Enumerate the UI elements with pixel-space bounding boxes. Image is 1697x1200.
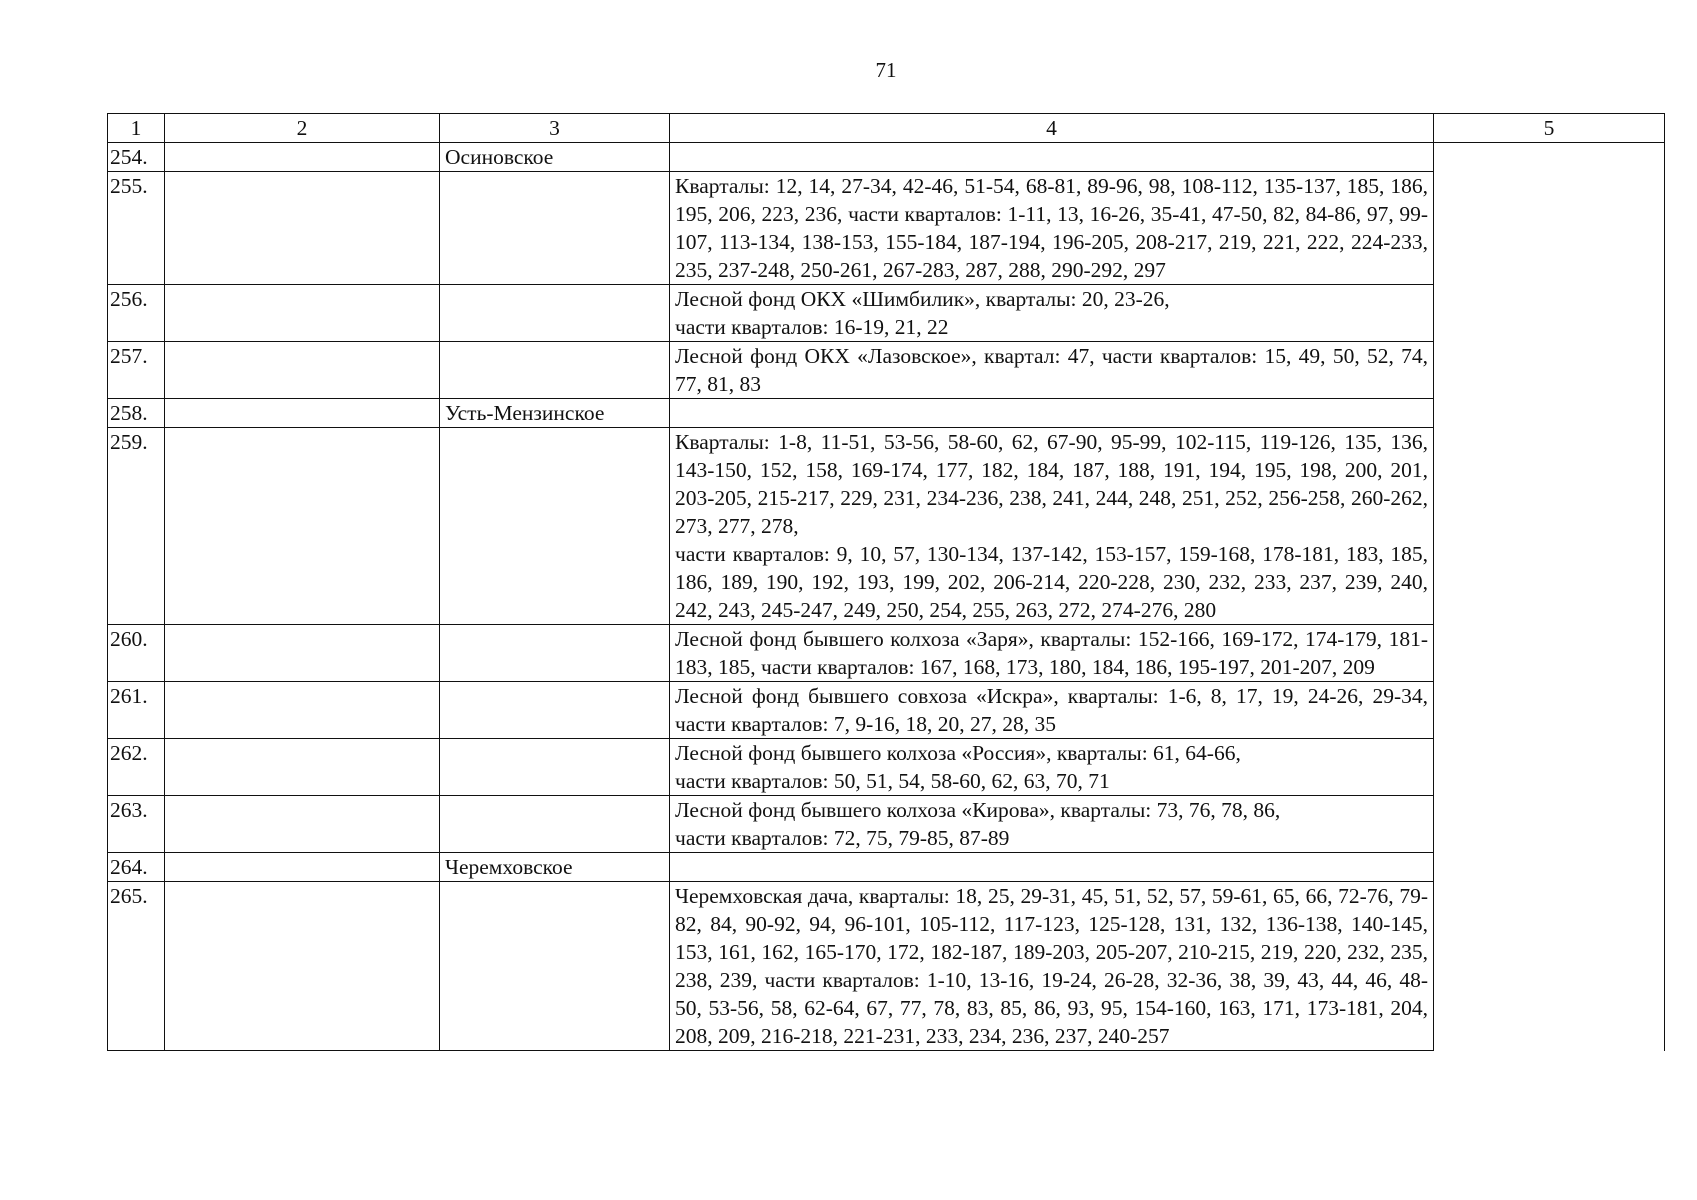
col2-cell: [165, 853, 440, 882]
forest-blocks-text: части кварталов: 16-19, 21, 22: [675, 315, 949, 339]
row-number: 255.: [108, 172, 165, 285]
header-cell-1: 1: [108, 114, 165, 143]
forest-blocks-cell: [670, 143, 1434, 172]
settlement-name: Осиновское: [440, 143, 670, 172]
col2-cell: [165, 428, 440, 625]
col5-cell: [1434, 143, 1665, 1051]
forest-blocks-text: Кварталы: 1-8, 11-51, 53-56, 58-60, 62, 67-90, 95-99, 102-115, 119-126, 135, 136, 143-150, 152, 158, 169-174, 177, 182, 184, 187, 188, 191, 194, 195, 198, 200, 201, 203-205, 215-217, 229, 231, 234-236, 238, 241, 244, 248, 251, 252, 256-258, 260-262, 273, 277, 278,: [675, 430, 1428, 538]
settlement-name: [440, 625, 670, 682]
col2-cell: [165, 882, 440, 1051]
forest-blocks-text: Лесной фонд бывшего колхоза «Россия», кварталы: 61, 64-66,: [675, 741, 1241, 765]
header-cell-3: 3: [440, 114, 670, 143]
header-cell-5: 5: [1434, 114, 1665, 143]
table-row: [108, 399, 1665, 428]
forest-blocks-text: Лесной фонд ОКХ «Шимбилик», кварталы: 20, 23-26,: [675, 287, 1170, 311]
forest-blocks-cell: [670, 285, 1434, 342]
settlement-name: [440, 172, 670, 285]
settlement-name: Черемховское: [440, 853, 670, 882]
table-row: [108, 796, 1665, 853]
table-row: [108, 739, 1665, 796]
table-row: [108, 285, 1665, 342]
settlement-name: [440, 796, 670, 853]
row-number: 257.: [108, 342, 165, 399]
page-number: 71: [875, 58, 897, 82]
header-cell-2: 2: [165, 114, 440, 143]
col2-cell: [165, 172, 440, 285]
settlement-name: [440, 882, 670, 1051]
row-number: 259.: [108, 428, 165, 625]
forest-blocks-text: части кварталов: 72, 75, 79-85, 87-89: [675, 826, 1010, 850]
row-number: 263.: [108, 796, 165, 853]
forest-blocks-cell: [670, 428, 1434, 625]
row-number: 265.: [108, 882, 165, 1051]
forest-blocks-cell: [670, 172, 1434, 285]
table-row: [108, 625, 1665, 682]
table-row: [108, 682, 1665, 739]
forest-blocks-text: Лесной фонд бывшего колхоза «Кирова», кварталы: 73, 76, 78, 86,: [675, 798, 1281, 822]
row-number: 256.: [108, 285, 165, 342]
row-number: 262.: [108, 739, 165, 796]
forest-blocks-text: Лесной фонд бывшего колхоза «Заря», кварталы: 152-166, 169-172, 174-179, 181-183, 185, части кварталов: 167, 168, 173, 180, 184, 186, 195-197, 201-207, 209: [675, 627, 1428, 679]
settlement-name: [440, 428, 670, 625]
forest-blocks-text: Кварталы: 12, 14, 27-34, 42-46, 51-54, 68-81, 89-96, 98, 108-112, 135-137, 185, 186, 195, 206, 223, 236, части кварталов: 1-11, 13, 16-26, 35-41, 47-50, 82, 84-86, 97, 99-107, 113-134, 138-153, 155-184, 187-194, 196-205, 208-217, 219, 221, 222, 224-233, 235, 237-248, 250-261, 267-283, 287, 288, 290-292, 297: [675, 174, 1428, 282]
table-row: [108, 342, 1665, 399]
forest-blocks-cell: [670, 342, 1434, 399]
table-row: [108, 853, 1665, 882]
row-number: 258.: [108, 399, 165, 428]
forest-blocks-cell: [670, 625, 1434, 682]
col2-cell: [165, 399, 440, 428]
table-row: [108, 172, 1665, 285]
header-cell-4: 4: [670, 114, 1434, 143]
forest-blocks-text: части кварталов: 9, 10, 57, 130-134, 137-142, 153-157, 159-168, 178-181, 183, 185, 186, 189, 190, 192, 193, 199, 202, 206-214, 220-228, 230, 232, 233, 237, 239, 240, 242, 243, 245-247, 249, 250, 254, 255, 263, 272, 274-276, 280: [675, 542, 1428, 622]
forest-blocks-cell: [670, 682, 1434, 739]
forest-blocks-cell: [670, 399, 1434, 428]
col2-cell: [165, 342, 440, 399]
table-row: [108, 428, 1665, 625]
forest-blocks-text: части кварталов: 50, 51, 54, 58-60, 62, 63, 70, 71: [675, 769, 1110, 793]
forest-blocks-text: Черемховская дача, кварталы: 18, 25, 29-31, 45, 51, 52, 57, 59-61, 65, 66, 72-76, 79-82, 84, 90-92, 94, 96-101, 105-112, 117-123, 125-128, 131, 132, 136-138, 140-145, 153, 161, 162, 165-170, 172, 182-187, 189-203, 205-207, 210-215, 219, 220, 232, 235, 238, 239, части кварталов: 1-10, 13-16, 19-24, 26-28, 32-36, 38, 39, 43, 44, 46, 48-50, 53-56, 58, 62-64, 67, 77, 78, 83, 85, 86, 93, 95, 154-160, 163, 171, 173-181, 204, 208, 209, 216-218, 221-231, 233, 234, 236, 237, 240-257: [675, 884, 1428, 1048]
col2-cell: [165, 143, 440, 172]
row-number: 254.: [108, 143, 165, 172]
forest-blocks-cell: [670, 853, 1434, 882]
settlement-name: [440, 342, 670, 399]
table-row: [108, 143, 1665, 172]
data-table: [107, 113, 1665, 1051]
forest-blocks-cell: [670, 796, 1434, 853]
col2-cell: [165, 625, 440, 682]
col2-cell: [165, 796, 440, 853]
settlement-name: [440, 739, 670, 796]
col2-cell: [165, 739, 440, 796]
forest-blocks-text: Лесной фонд бывшего совхоза «Искра», кварталы: 1-6, 8, 17, 19, 24-26, 29-34, части кварталов: 7, 9-16, 18, 20, 27, 28, 35: [675, 684, 1428, 736]
row-number: 260.: [108, 625, 165, 682]
settlement-name: [440, 682, 670, 739]
col2-cell: [165, 682, 440, 739]
row-number: 261.: [108, 682, 165, 739]
settlement-name: Усть-Мензинское: [440, 399, 670, 428]
table-row: [108, 882, 1665, 1051]
forest-blocks-cell: [670, 882, 1434, 1051]
settlement-name: [440, 285, 670, 342]
forest-blocks-cell: [670, 739, 1434, 796]
table-header-row: [108, 114, 1665, 143]
row-number: 264.: [108, 853, 165, 882]
forest-blocks-text: Лесной фонд ОКХ «Лазовское», квартал: 47, части кварталов: 15, 49, 50, 52, 74, 77, 81, 83: [675, 344, 1428, 396]
col2-cell: [165, 285, 440, 342]
